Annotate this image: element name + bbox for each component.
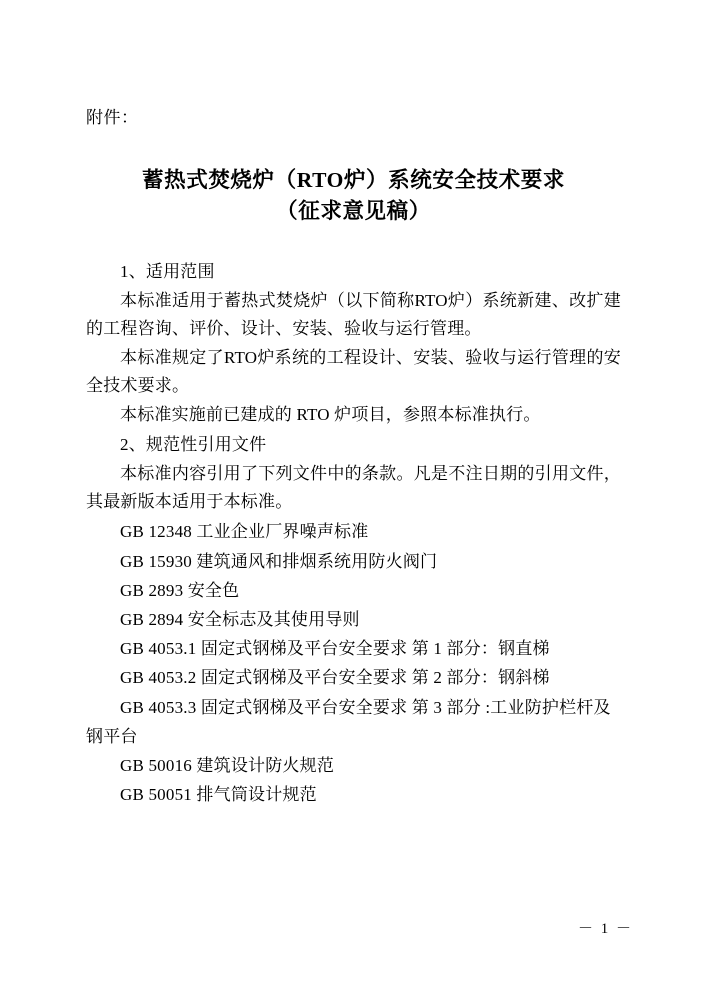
section-2-heading: 2、规范性引用文件 bbox=[120, 434, 267, 454]
reference-item-5: GB 4053.1 固定式钢梯及平台安全要求 第 1 部分：钢直梯 bbox=[120, 639, 550, 659]
section-2-paragraph-1: 本标准内容引用了下列文件中的条款。凡是不注日期的引用文件，其最新版本适用于本标准。 bbox=[86, 464, 621, 511]
section-1-paragraph-1: 本标准适用于蓄热式焚烧炉（以下简称RTO炉）系统新建、改扩建的工程咨询、评价、设计、安装、验收与运行管理。 bbox=[86, 291, 621, 338]
reference-item-7: GB 4053.3 固定式钢梯及平台安全要求 第 3 部分 :工业防护栏杆及钢平台 bbox=[86, 697, 611, 746]
reference-item-2: GB 15930 建筑通风和排烟系统用防火阀门 bbox=[120, 551, 438, 571]
attachment-label: 附件： bbox=[86, 108, 139, 127]
title-line-1: 蓄热式焚烧炉（RTO炉）系统安全技术要求 bbox=[142, 168, 565, 193]
title-line-2: （征求意见稿） bbox=[276, 199, 431, 224]
page-number: － 1 － bbox=[577, 921, 633, 937]
reference-item-9: GB 50051 排气筒设计规范 bbox=[120, 785, 317, 805]
reference-item-3: GB 2893 安全色 bbox=[120, 580, 240, 600]
section-1-heading: 1、适用范围 bbox=[120, 261, 215, 281]
section-1-paragraph-2: 本标准规定了RTO炉系统的工程设计、安装、验收与运行管理的安全技术要求。 bbox=[86, 348, 621, 395]
reference-item-1: GB 12348 工业企业厂界噪声标准 bbox=[120, 522, 369, 542]
reference-item-4: GB 2894 安全标志及其使用导则 bbox=[120, 610, 360, 630]
section-1-paragraph-3: 本标准实施前已建成的 RTO 炉项目，参照本标准执行。 bbox=[120, 405, 541, 425]
reference-item-6: GB 4053.2 固定式钢梯及平台安全要求 第 2 部分：钢斜梯 bbox=[120, 668, 550, 688]
page-title bbox=[86, 165, 621, 227]
page-content bbox=[86, 104, 621, 810]
reference-item-8: GB 50016 建筑设计防火规范 bbox=[120, 756, 335, 776]
